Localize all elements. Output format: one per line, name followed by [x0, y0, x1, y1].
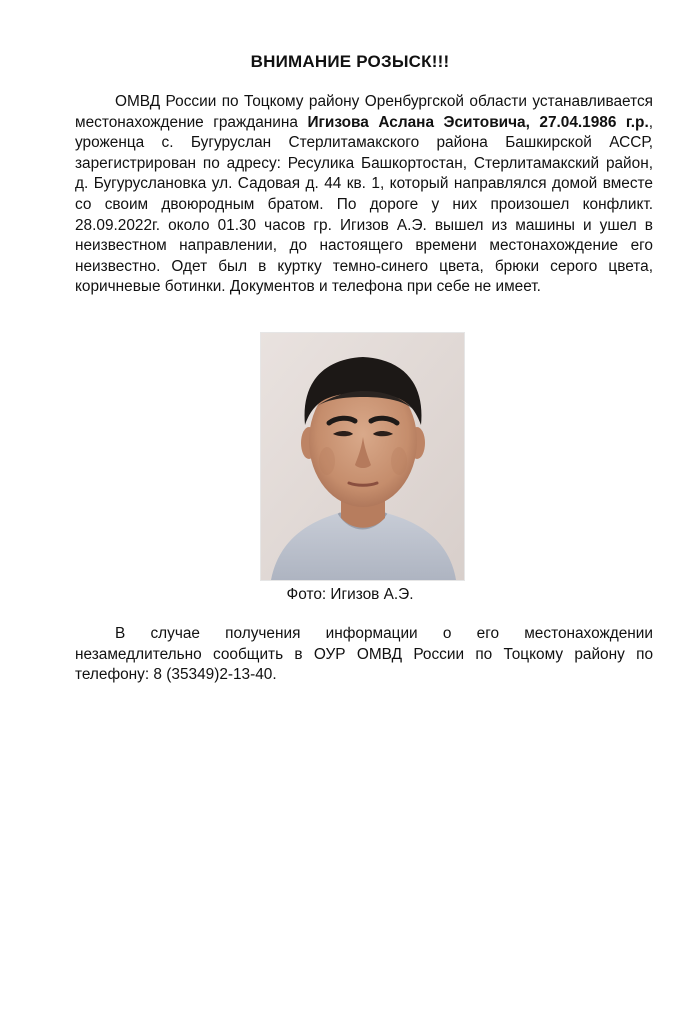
photo-caption: Фото: Игизов А.Э. — [286, 586, 414, 603]
main-paragraph-part1: ОМВД России по Тоцкому району Оренбургской области устанавливается местонахождение гражданина — [75, 93, 653, 131]
main-paragraph-part2: , уроженца с. Бугуруслан Стерлитамакского района Башкирской АССР, зарегистрирован по адресу: Ресулика Башкортостан, Стерлитамакский район, д. Бугуруслановка ул. Садовая д. 44 кв. 1, который направлялся домой вместе со своим двоюродным братом. По дороге у них произошел конфликт. 28.09.2022г. около 01.30 часов гр. Игизов А.Э. вышел из машины и ушел в неизвестном направлении, до настоящего времени местонахождение его неизвестно. Одет был в куртку темно-синего цвета, брюки серого цвета, коричневые ботинки. Документов и телефона при себе не имеет. — [75, 113, 653, 296]
page-title: ВНИМАНИЕ РОЗЫСК!!! — [250, 52, 450, 71]
wanted-person-photo — [261, 333, 464, 580]
main-paragraph — [75, 92, 653, 298]
footer-paragraph: В случае получения информации о его местонахождении незамедлительно сообщить в ОУР ОМВД России по Тоцкому району по телефону: 8 (35349)2-13-40. — [75, 625, 653, 684]
wanted-person-name: Игизова Аслана Эситовича, 27.04.1986 г.р. — [307, 113, 649, 131]
